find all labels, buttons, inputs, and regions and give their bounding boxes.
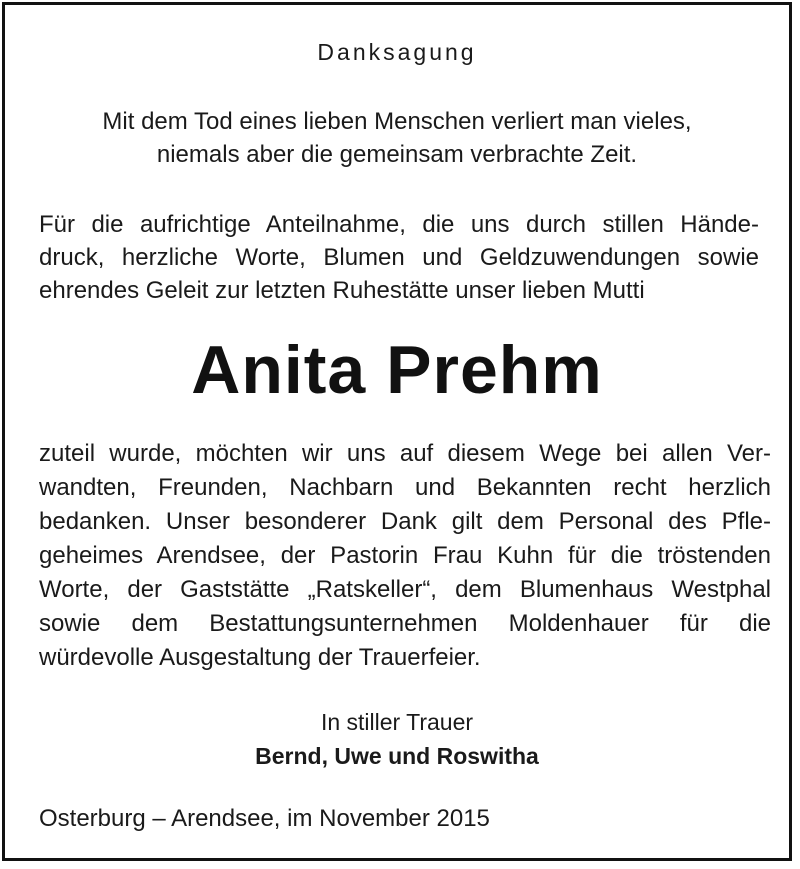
paragraph-line: Für die aufrichtige Anteilnahme, die uns durch stillen Hände-: [39, 211, 759, 238]
paragraph-line: bedanken. Unser besonderer Dank gilt dem Personal des Pfle-: [39, 508, 771, 535]
mourning-block: [5, 705, 789, 773]
paragraph-line: zuteil wurde, möchten wir uns auf diesem Wege bei allen Ver-: [39, 440, 771, 467]
paragraph-line: wandten, Freunden, Nachbarn und Bekannten recht herzlich: [39, 474, 771, 501]
paragraph-line: Worte, der Gaststätte „Ratskeller“, dem Blumenhaus Westphal: [39, 576, 771, 603]
heading: Danksagung: [317, 39, 477, 65]
quote-line: niemals aber die gemeinsam verbrachte Zeit.: [156, 141, 638, 168]
paragraph-line: würdevolle Ausgestaltung der Trauerfeier.: [39, 644, 481, 671]
signers: Bernd, Uwe und Roswitha: [255, 743, 539, 769]
quote-line: Mit dem Tod eines lieben Menschen verliert man vieles,: [102, 108, 692, 135]
paragraph-line: ehrendes Geleit zur letzten Ruhestätte unser lieben Mutti: [39, 277, 645, 304]
paragraph-line: druck, herzliche Worte, Blumen und Geldzuwendungen sowie: [39, 244, 759, 271]
deceased-name: Anita Prehm: [191, 332, 603, 408]
mourning-intro: In stiller Trauer: [320, 709, 474, 735]
thanks-paragraph-main: [39, 437, 771, 675]
paragraph-line: geheimes Arendsee, der Pastorin Frau Kuhn für die tröstenden: [39, 542, 771, 569]
quote: [5, 105, 789, 171]
obituary-notice: [2, 2, 792, 861]
place-date: Osterburg – Arendsee, im November 2015: [39, 805, 490, 832]
paragraph-line: sowie dem Bestattungsunternehmen Moldenhauer für die: [39, 610, 771, 637]
thanks-paragraph-intro: [39, 208, 759, 307]
